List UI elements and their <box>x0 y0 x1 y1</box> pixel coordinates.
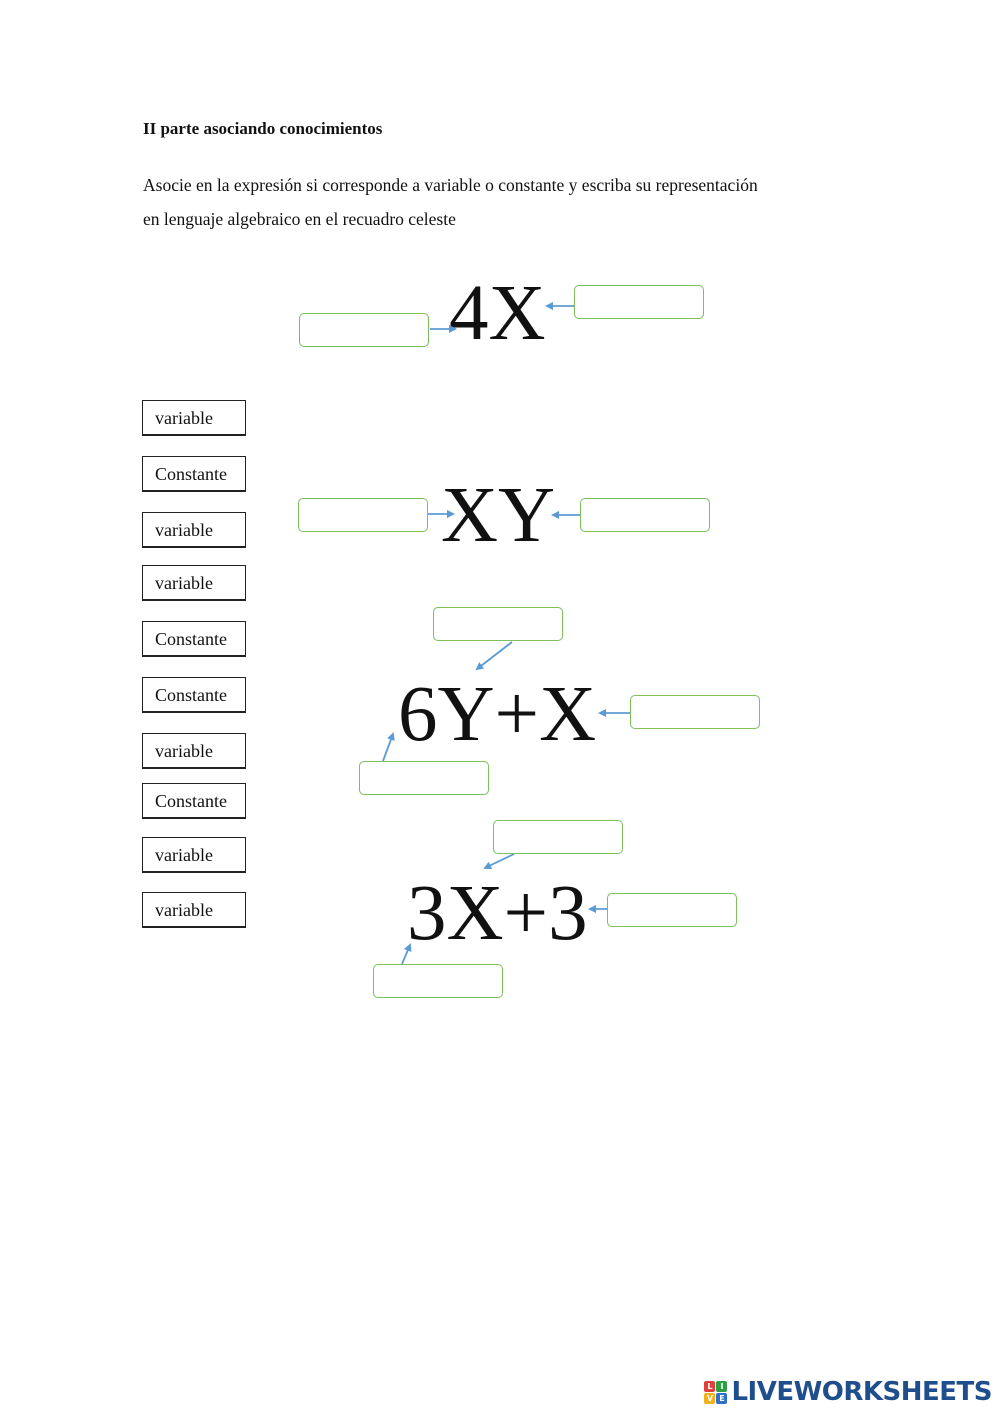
logo-letter: I <box>716 1381 727 1392</box>
answer-box-6y-top[interactable] <box>433 607 563 641</box>
answer-box-3x-top[interactable] <box>493 820 623 854</box>
word-bank-item[interactable]: Constante <box>142 783 246 819</box>
expression-6y-plus-x: 6Y+X <box>398 671 597 758</box>
answer-box-3x-right[interactable] <box>607 893 737 927</box>
instruction-line-1: Asocie en la expresión si corresponde a variable o constante y escriba su representación <box>143 175 758 195</box>
instruction-text <box>143 168 883 236</box>
instruction-line-2: en lenguaje algebraico en el recuadro celeste <box>143 209 456 229</box>
worksheet-heading: II parte asociando conocimientos <box>143 119 383 138</box>
logo-letter: L <box>704 1381 715 1392</box>
expression-xy: XY <box>441 472 556 559</box>
answer-box-6y-right[interactable] <box>630 695 760 729</box>
answer-box-3x-bottom[interactable] <box>373 964 503 998</box>
brand-name: LIVEWORKSHEETS <box>731 1377 992 1407</box>
answer-box-4x-left[interactable] <box>299 313 429 347</box>
word-bank-item[interactable]: Constante <box>142 456 246 492</box>
arrow-icon <box>383 734 393 761</box>
word-bank-item[interactable]: variable <box>142 892 246 928</box>
word-bank-item[interactable]: variable <box>142 565 246 601</box>
word-bank-item[interactable]: variable <box>142 733 246 769</box>
answer-box-6y-bottom[interactable] <box>359 761 489 795</box>
word-bank-item[interactable]: Constante <box>142 677 246 713</box>
expression-4x: 4X <box>449 270 546 357</box>
arrow-icon <box>485 854 514 868</box>
logo-letter: E <box>716 1393 727 1404</box>
word-bank-item[interactable]: Constante <box>142 621 246 657</box>
answer-box-4x-right[interactable] <box>574 285 704 319</box>
answer-box-xy-left[interactable] <box>298 498 428 532</box>
liveworksheets-brand <box>704 1377 992 1407</box>
word-bank-item[interactable]: variable <box>142 400 246 436</box>
word-bank-item[interactable]: variable <box>142 512 246 548</box>
expression-3x-plus-3: 3X+3 <box>407 870 588 957</box>
logo-letter: V <box>704 1393 715 1404</box>
arrow-icon <box>477 642 512 669</box>
answer-box-xy-right[interactable] <box>580 498 710 532</box>
word-bank-item[interactable]: variable <box>142 837 246 873</box>
liveworksheets-logo-icon <box>704 1381 727 1404</box>
